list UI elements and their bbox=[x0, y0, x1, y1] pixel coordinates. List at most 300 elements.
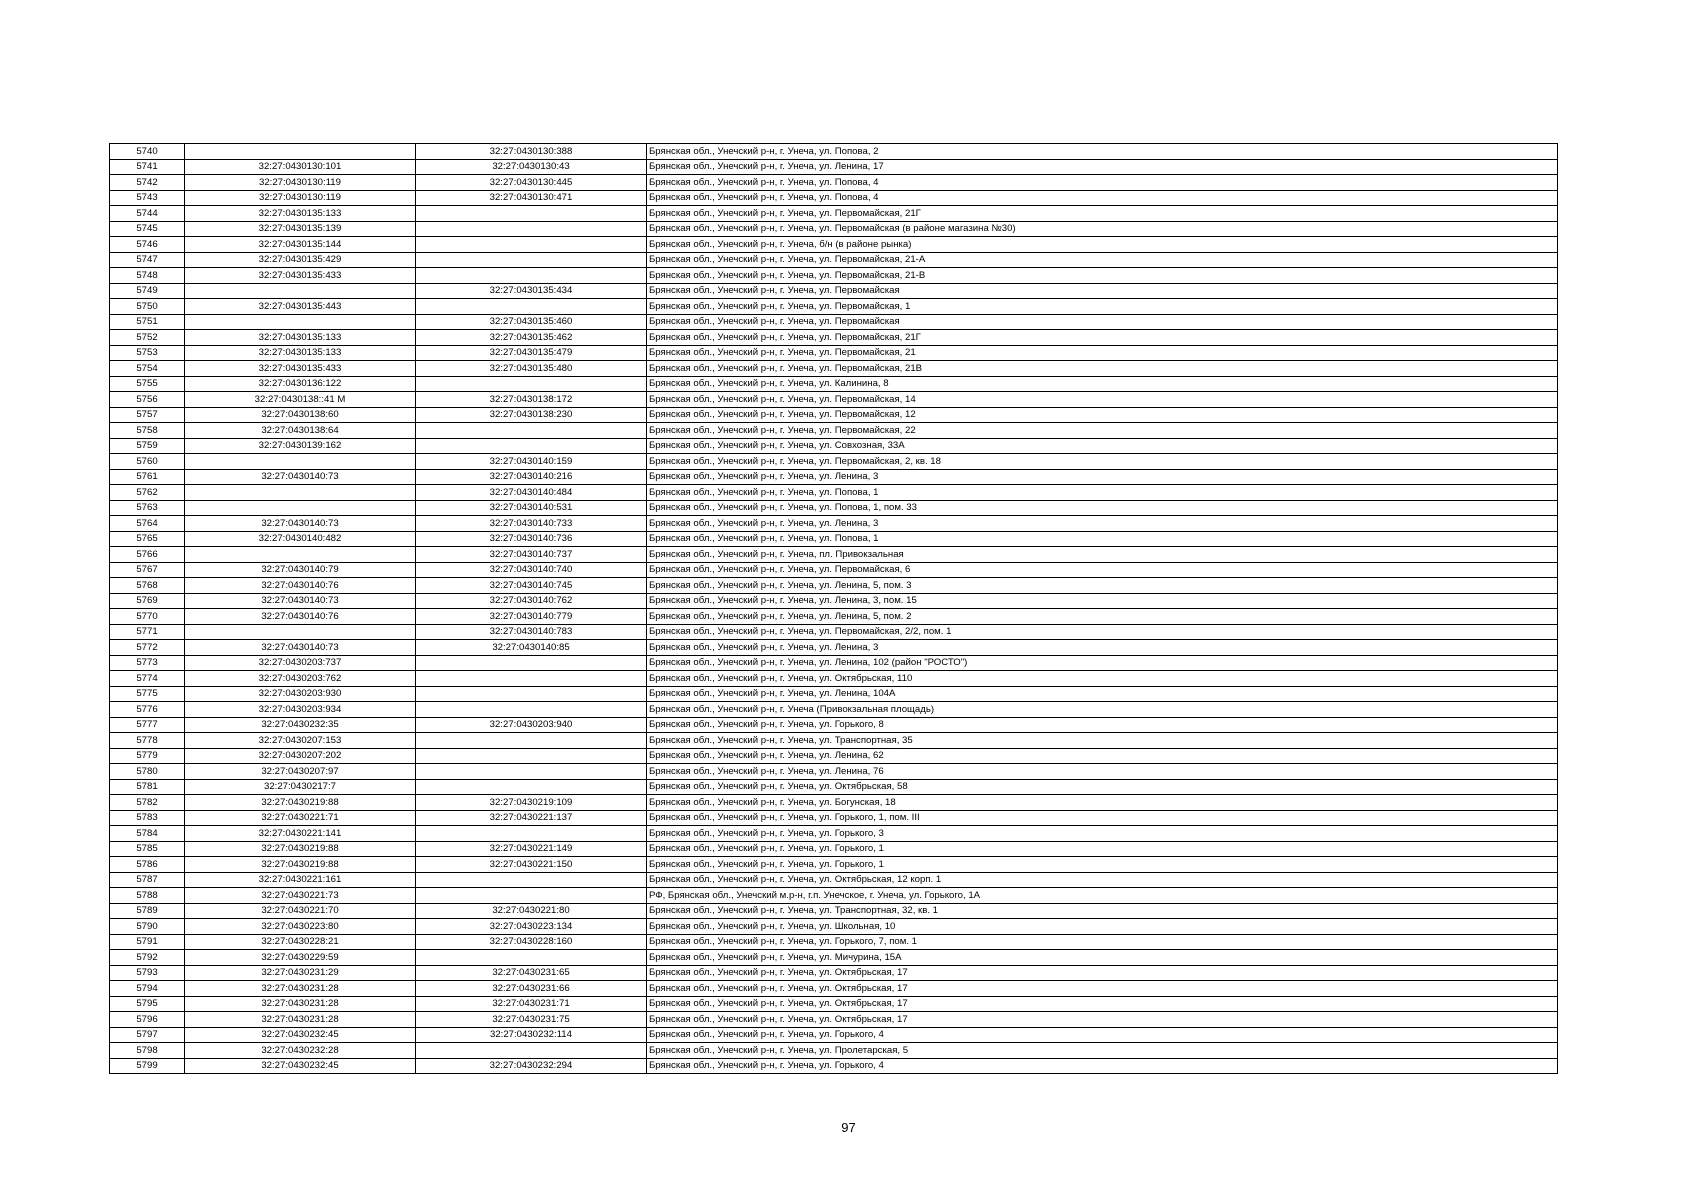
table-row bbox=[110, 469, 1558, 485]
address-cell: Брянская обл., Унечский р-н, г. Унеча, ул. Ленина, 3 bbox=[647, 516, 1558, 532]
row-number-cell: 5745 bbox=[110, 221, 185, 237]
row-number-cell: 5764 bbox=[110, 516, 185, 532]
row-number-cell: 5757 bbox=[110, 407, 185, 423]
address-cell: Брянская обл., Унечский р-н, г. Унеча, ул. Первомайская bbox=[647, 314, 1558, 330]
address-cell: Брянская обл., Унечский р-н, г. Унеча, ул. Октябрьская, 110 bbox=[647, 671, 1558, 687]
table-row bbox=[110, 996, 1558, 1012]
address-cell: Брянская обл., Унечский р-н, г. Унеча, ул. Первомайская bbox=[647, 283, 1558, 299]
cadastral-number-cell: 32:27:0430130:101 bbox=[185, 159, 416, 175]
object-cadastral-number-cell: 32:27:0430140:159 bbox=[416, 454, 647, 470]
row-number-cell: 5778 bbox=[110, 733, 185, 749]
object-cadastral-number-cell: 32:27:0430138:172 bbox=[416, 392, 647, 408]
object-cadastral-number-cell: 32:27:0430140:762 bbox=[416, 593, 647, 609]
cadastral-number-cell: 32:27:0430138:60 bbox=[185, 407, 416, 423]
address-cell: Брянская обл., Унечский р-н, г. Унеча, ул. Первомайская, 21 bbox=[647, 345, 1558, 361]
cadastral-number-cell: 32:27:0430221:141 bbox=[185, 826, 416, 842]
cadastral-number-cell: 32:27:0430135:139 bbox=[185, 221, 416, 237]
table-row bbox=[110, 252, 1558, 268]
cadastral-number-cell: 32:27:0430231:28 bbox=[185, 1012, 416, 1028]
address-cell: Брянская обл., Унечский р-н, г. Унеча, ул. Совхозная, 33А bbox=[647, 438, 1558, 454]
cadastral-number-cell: 32:27:0430138::41 М bbox=[185, 392, 416, 408]
address-cell: Брянская обл., Унечский р-н, г. Унеча, ул. Первомайская, 21В bbox=[647, 361, 1558, 377]
object-cadastral-number-cell: 32:27:0430135:462 bbox=[416, 330, 647, 346]
row-number-cell: 5788 bbox=[110, 888, 185, 904]
table-row bbox=[110, 531, 1558, 547]
address-cell: Брянская обл., Унечский р-н, г. Унеча, ул. Ленина, 104А bbox=[647, 686, 1558, 702]
address-cell: Брянская обл., Унечский р-н, г. Унеча, ул. Ленина, 3 bbox=[647, 469, 1558, 485]
address-cell: Брянская обл., Унечский р-н, г. Унеча, ул. Ленина, 17 bbox=[647, 159, 1558, 175]
row-number-cell: 5742 bbox=[110, 175, 185, 191]
row-number-cell: 5789 bbox=[110, 903, 185, 919]
address-cell: Брянская обл., Унечский р-н, г. Унеча, ул. Октябрьская, 17 bbox=[647, 996, 1558, 1012]
object-cadastral-number-cell bbox=[416, 702, 647, 718]
address-cell: Брянская обл., Унечский р-н, г. Унеча, пл. Привокзальная bbox=[647, 547, 1558, 563]
row-number-cell: 5790 bbox=[110, 919, 185, 935]
object-cadastral-number-cell: 32:27:0430232:114 bbox=[416, 1027, 647, 1043]
table-row bbox=[110, 795, 1558, 811]
table-row bbox=[110, 717, 1558, 733]
table-row bbox=[110, 779, 1558, 795]
object-cadastral-number-cell bbox=[416, 779, 647, 795]
address-cell: Брянская обл., Унечский р-н, г. Унеча, ул. Ленина, 5, пом. 2 bbox=[647, 609, 1558, 625]
address-cell: Брянская обл., Унечский р-н, г. Унеча, ул. Первомайская, 2, кв. 18 bbox=[647, 454, 1558, 470]
cadastral-number-cell bbox=[185, 485, 416, 501]
cadastral-number-cell: 32:27:0430136:122 bbox=[185, 376, 416, 392]
row-number-cell: 5771 bbox=[110, 624, 185, 640]
cadastral-number-cell: 32:27:0430221:70 bbox=[185, 903, 416, 919]
object-cadastral-number-cell: 32:27:0430140:737 bbox=[416, 547, 647, 563]
address-cell: Брянская обл., Унечский р-н, г. Унеча, ул. Ленина, 62 bbox=[647, 748, 1558, 764]
row-number-cell: 5746 bbox=[110, 237, 185, 253]
table-row bbox=[110, 919, 1558, 935]
table-row bbox=[110, 1012, 1558, 1028]
object-cadastral-number-cell: 32:27:0430138:230 bbox=[416, 407, 647, 423]
table-row bbox=[110, 950, 1558, 966]
cadastral-number-cell: 32:27:0430130:119 bbox=[185, 175, 416, 191]
table-row bbox=[110, 748, 1558, 764]
object-cadastral-number-cell: 32:27:0430140:85 bbox=[416, 640, 647, 656]
row-number-cell: 5784 bbox=[110, 826, 185, 842]
row-number-cell: 5799 bbox=[110, 1058, 185, 1074]
address-cell: Брянская обл., Унечский р-н, г. Унеча, ул. Первомайская, 21-А bbox=[647, 252, 1558, 268]
cadastral-number-cell: 32:27:0430203:930 bbox=[185, 686, 416, 702]
table-row bbox=[110, 345, 1558, 361]
object-cadastral-number-cell: 32:27:0430231:75 bbox=[416, 1012, 647, 1028]
table-row bbox=[110, 640, 1558, 656]
row-number-cell: 5768 bbox=[110, 578, 185, 594]
cadastral-number-cell: 32:27:0430231:28 bbox=[185, 996, 416, 1012]
cadastral-number-cell: 32:27:0430207:153 bbox=[185, 733, 416, 749]
object-cadastral-number-cell bbox=[416, 438, 647, 454]
row-number-cell: 5743 bbox=[110, 190, 185, 206]
table-row bbox=[110, 175, 1558, 191]
cadastral-number-cell: 32:27:0430203:762 bbox=[185, 671, 416, 687]
object-cadastral-number-cell: 32:27:0430135:434 bbox=[416, 283, 647, 299]
table-row bbox=[110, 268, 1558, 284]
cadastral-number-cell: 32:27:0430135:429 bbox=[185, 252, 416, 268]
cadastral-number-cell: 32:27:0430140:73 bbox=[185, 469, 416, 485]
table-row bbox=[110, 655, 1558, 671]
cadastral-number-cell: 32:27:0430217:7 bbox=[185, 779, 416, 795]
table-row bbox=[110, 237, 1558, 253]
object-cadastral-number-cell bbox=[416, 268, 647, 284]
row-number-cell: 5776 bbox=[110, 702, 185, 718]
row-number-cell: 5759 bbox=[110, 438, 185, 454]
address-cell: Брянская обл., Унечский р-н, г. Унеча, ул. Богунская, 18 bbox=[647, 795, 1558, 811]
cadastral-number-cell: 32:27:0430228:21 bbox=[185, 934, 416, 950]
cadastral-number-cell: 32:27:0430130:119 bbox=[185, 190, 416, 206]
address-cell: Брянская обл., Унечский р-н, г. Унеча, б/н (в районе рынка) bbox=[647, 237, 1558, 253]
row-number-cell: 5792 bbox=[110, 950, 185, 966]
object-cadastral-number-cell: 32:27:0430140:736 bbox=[416, 531, 647, 547]
address-cell: Брянская обл., Унечский р-н, г. Унеча, ул. Первомайская (в районе магазина №30) bbox=[647, 221, 1558, 237]
object-cadastral-number-cell: 32:27:0430221:149 bbox=[416, 841, 647, 857]
row-number-cell: 5750 bbox=[110, 299, 185, 315]
object-cadastral-number-cell bbox=[416, 206, 647, 222]
row-number-cell: 5796 bbox=[110, 1012, 185, 1028]
cadastral-number-cell: 32:27:0430140:73 bbox=[185, 593, 416, 609]
table-row bbox=[110, 376, 1558, 392]
object-cadastral-number-cell bbox=[416, 950, 647, 966]
registry-table-body bbox=[110, 144, 1558, 1074]
row-number-cell: 5795 bbox=[110, 996, 185, 1012]
row-number-cell: 5785 bbox=[110, 841, 185, 857]
object-cadastral-number-cell: 32:27:0430223:134 bbox=[416, 919, 647, 935]
row-number-cell: 5766 bbox=[110, 547, 185, 563]
address-cell: Брянская обл., Унечский р-н, г. Унеча, ул. Горького, 8 bbox=[647, 717, 1558, 733]
row-number-cell: 5767 bbox=[110, 562, 185, 578]
object-cadastral-number-cell: 32:27:0430130:445 bbox=[416, 175, 647, 191]
table-row bbox=[110, 361, 1558, 377]
cadastral-number-cell: 32:27:0430221:73 bbox=[185, 888, 416, 904]
row-number-cell: 5752 bbox=[110, 330, 185, 346]
object-cadastral-number-cell bbox=[416, 686, 647, 702]
table-row bbox=[110, 578, 1558, 594]
address-cell: Брянская обл., Унечский р-н, г. Унеча, ул. Попова, 1 bbox=[647, 485, 1558, 501]
table-row bbox=[110, 516, 1558, 532]
object-cadastral-number-cell bbox=[416, 764, 647, 780]
object-cadastral-number-cell bbox=[416, 655, 647, 671]
cadastral-number-cell: 32:27:0430140:76 bbox=[185, 578, 416, 594]
address-cell: Брянская обл., Унечский р-н, г. Унеча, ул. Попова, 1 bbox=[647, 531, 1558, 547]
table-row bbox=[110, 423, 1558, 439]
table-row bbox=[110, 671, 1558, 687]
row-number-cell: 5782 bbox=[110, 795, 185, 811]
row-number-cell: 5787 bbox=[110, 872, 185, 888]
cadastral-number-cell: 32:27:0430221:161 bbox=[185, 872, 416, 888]
row-number-cell: 5765 bbox=[110, 531, 185, 547]
row-number-cell: 5783 bbox=[110, 810, 185, 826]
object-cadastral-number-cell: 32:27:0430140:531 bbox=[416, 500, 647, 516]
object-cadastral-number-cell bbox=[416, 376, 647, 392]
address-cell: Брянская обл., Унечский р-н, г. Унеча, ул. Первомайская, 21-В bbox=[647, 268, 1558, 284]
table-row bbox=[110, 764, 1558, 780]
address-cell: Брянская обл., Унечский р-н, г. Унеча, ул. Попова, 1, пом. 33 bbox=[647, 500, 1558, 516]
cadastral-number-cell: 32:27:0430135:133 bbox=[185, 330, 416, 346]
table-row bbox=[110, 485, 1558, 501]
object-cadastral-number-cell: 32:27:0430135:479 bbox=[416, 345, 647, 361]
page-number: 97 bbox=[841, 1120, 856, 1135]
object-cadastral-number-cell bbox=[416, 237, 647, 253]
row-number-cell: 5751 bbox=[110, 314, 185, 330]
row-number-cell: 5741 bbox=[110, 159, 185, 175]
cadastral-number-cell: 32:27:0430207:97 bbox=[185, 764, 416, 780]
cadastral-number-cell: 32:27:0430219:88 bbox=[185, 795, 416, 811]
cadastral-number-cell: 32:27:0430138:64 bbox=[185, 423, 416, 439]
cadastral-number-cell: 32:27:0430140:73 bbox=[185, 516, 416, 532]
table-row bbox=[110, 562, 1558, 578]
address-cell: Брянская обл., Унечский р-н, г. Унеча, ул. Октябрьская, 58 bbox=[647, 779, 1558, 795]
table-row bbox=[110, 1058, 1558, 1074]
cadastral-number-cell bbox=[185, 500, 416, 516]
object-cadastral-number-cell: 32:27:0430231:66 bbox=[416, 981, 647, 997]
table-row bbox=[110, 934, 1558, 950]
address-cell: Брянская обл., Унечский р-н, г. Унеча, ул. Горького, 1, пом. III bbox=[647, 810, 1558, 826]
object-cadastral-number-cell bbox=[416, 826, 647, 842]
cadastral-number-cell: 32:27:0430232:45 bbox=[185, 1027, 416, 1043]
object-cadastral-number-cell: 32:27:0430221:137 bbox=[416, 810, 647, 826]
cadastral-number-cell: 32:27:0430140:79 bbox=[185, 562, 416, 578]
row-number-cell: 5758 bbox=[110, 423, 185, 439]
address-cell: Брянская обл., Унечский р-н, г. Унеча, ул. Октябрьская, 17 bbox=[647, 965, 1558, 981]
row-number-cell: 5753 bbox=[110, 345, 185, 361]
table-row bbox=[110, 624, 1558, 640]
address-cell: Брянская обл., Унечский р-н, г. Унеча, ул. Первомайская, 6 bbox=[647, 562, 1558, 578]
row-number-cell: 5769 bbox=[110, 593, 185, 609]
object-cadastral-number-cell: 32:27:0430130:471 bbox=[416, 190, 647, 206]
address-cell: Брянская обл., Унечский р-н, г. Унеча, ул. Ленина, 5, пом. 3 bbox=[647, 578, 1558, 594]
row-number-cell: 5772 bbox=[110, 640, 185, 656]
address-cell: Брянская обл., Унечский р-н, г. Унеча, ул. Попова, 4 bbox=[647, 175, 1558, 191]
cadastral-number-cell: 32:27:0430139:162 bbox=[185, 438, 416, 454]
address-cell: Брянская обл., Унечский р-н, г. Унеча, ул. Попова, 2 bbox=[647, 144, 1558, 160]
row-number-cell: 5774 bbox=[110, 671, 185, 687]
object-cadastral-number-cell bbox=[416, 733, 647, 749]
address-cell: Брянская обл., Унечский р-н, г. Унеча, ул. Горького, 4 bbox=[647, 1027, 1558, 1043]
table-row bbox=[110, 903, 1558, 919]
cadastral-number-cell: 32:27:0430140:73 bbox=[185, 640, 416, 656]
cadastral-number-cell: 32:27:0430140:76 bbox=[185, 609, 416, 625]
address-cell: Брянская обл., Унечский р-н, г. Унеча, ул. Первомайская, 12 bbox=[647, 407, 1558, 423]
address-cell: Брянская обл., Унечский р-н, г. Унеча, ул. Попова, 4 bbox=[647, 190, 1558, 206]
row-number-cell: 5748 bbox=[110, 268, 185, 284]
object-cadastral-number-cell: 32:27:0430203:940 bbox=[416, 717, 647, 733]
table-row bbox=[110, 1043, 1558, 1059]
object-cadastral-number-cell: 32:27:0430140:783 bbox=[416, 624, 647, 640]
table-row bbox=[110, 1027, 1558, 1043]
cadastral-number-cell: 32:27:0430135:443 bbox=[185, 299, 416, 315]
row-number-cell: 5761 bbox=[110, 469, 185, 485]
object-cadastral-number-cell bbox=[416, 1043, 647, 1059]
row-number-cell: 5763 bbox=[110, 500, 185, 516]
address-cell: Брянская обл., Унечский р-н, г. Унеча, ул. Октябрьская, 17 bbox=[647, 981, 1558, 997]
cadastral-number-cell bbox=[185, 283, 416, 299]
table-row bbox=[110, 438, 1558, 454]
object-cadastral-number-cell: 32:27:0430140:745 bbox=[416, 578, 647, 594]
table-row bbox=[110, 159, 1558, 175]
object-cadastral-number-cell bbox=[416, 671, 647, 687]
cadastral-number-cell: 32:27:0430221:71 bbox=[185, 810, 416, 826]
table-row bbox=[110, 221, 1558, 237]
table-row bbox=[110, 500, 1558, 516]
table-row bbox=[110, 283, 1558, 299]
table-row bbox=[110, 872, 1558, 888]
address-cell: Брянская обл., Унечский р-н, г. Унеча, ул. Первомайская, 22 bbox=[647, 423, 1558, 439]
row-number-cell: 5791 bbox=[110, 934, 185, 950]
address-cell: Брянская обл., Унечский р-н, г. Унеча, ул. Ленина, 102 (район "РОСТО") bbox=[647, 655, 1558, 671]
table-row bbox=[110, 206, 1558, 222]
row-number-cell: 5786 bbox=[110, 857, 185, 873]
table-row bbox=[110, 841, 1558, 857]
address-cell: Брянская обл., Унечский р-н, г. Унеча, ул. Транспортная, 35 bbox=[647, 733, 1558, 749]
row-number-cell: 5797 bbox=[110, 1027, 185, 1043]
cadastral-number-cell: 32:27:0430203:934 bbox=[185, 702, 416, 718]
row-number-cell: 5780 bbox=[110, 764, 185, 780]
object-cadastral-number-cell bbox=[416, 252, 647, 268]
cadastral-number-cell: 32:27:0430135:144 bbox=[185, 237, 416, 253]
table-row bbox=[110, 190, 1558, 206]
table-row bbox=[110, 981, 1558, 997]
cadastral-number-cell: 32:27:0430140:482 bbox=[185, 531, 416, 547]
cadastral-number-cell: 32:27:0430232:28 bbox=[185, 1043, 416, 1059]
row-number-cell: 5762 bbox=[110, 485, 185, 501]
object-cadastral-number-cell: 32:27:0430231:71 bbox=[416, 996, 647, 1012]
address-cell: Брянская обл., Унечский р-н, г. Унеча, ул. Октябрьская, 12 корп. 1 bbox=[647, 872, 1558, 888]
object-cadastral-number-cell: 32:27:0430130:388 bbox=[416, 144, 647, 160]
object-cadastral-number-cell: 32:27:0430140:733 bbox=[416, 516, 647, 532]
row-number-cell: 5744 bbox=[110, 206, 185, 222]
object-cadastral-number-cell: 32:27:0430228:160 bbox=[416, 934, 647, 950]
address-cell: Брянская обл., Унечский р-н, г. Унеча, ул. Горького, 7, пом. 1 bbox=[647, 934, 1558, 950]
object-cadastral-number-cell: 32:27:0430135:460 bbox=[416, 314, 647, 330]
cadastral-number-cell: 32:27:0430207:202 bbox=[185, 748, 416, 764]
object-cadastral-number-cell bbox=[416, 748, 647, 764]
cadastral-number-cell: 32:27:0430223:80 bbox=[185, 919, 416, 935]
row-number-cell: 5770 bbox=[110, 609, 185, 625]
table-row bbox=[110, 392, 1558, 408]
address-cell: РФ, Брянская обл., Унечский м.р-н, г.п. Унечское, г. Унеча, ул. Горького, 1А bbox=[647, 888, 1558, 904]
row-number-cell: 5755 bbox=[110, 376, 185, 392]
address-cell: Брянская обл., Унечский р-н, г. Унеча, ул. Мичурина, 15А bbox=[647, 950, 1558, 966]
object-cadastral-number-cell: 32:27:0430219:109 bbox=[416, 795, 647, 811]
table-row bbox=[110, 593, 1558, 609]
cadastral-number-cell: 32:27:0430219:88 bbox=[185, 857, 416, 873]
address-cell: Брянская обл., Унечский р-н, г. Унеча, ул. Горького, 1 bbox=[647, 857, 1558, 873]
object-cadastral-number-cell: 32:27:0430130:43 bbox=[416, 159, 647, 175]
cadastral-number-cell: 32:27:0430219:88 bbox=[185, 841, 416, 857]
row-number-cell: 5760 bbox=[110, 454, 185, 470]
cadastral-number-cell: 32:27:0430135:433 bbox=[185, 361, 416, 377]
address-cell: Брянская обл., Унечский р-н, г. Унеча, ул. Транспортная, 32, кв. 1 bbox=[647, 903, 1558, 919]
row-number-cell: 5740 bbox=[110, 144, 185, 160]
row-number-cell: 5798 bbox=[110, 1043, 185, 1059]
table-row bbox=[110, 857, 1558, 873]
table-row bbox=[110, 144, 1558, 160]
row-number-cell: 5777 bbox=[110, 717, 185, 733]
row-number-cell: 5773 bbox=[110, 655, 185, 671]
table-row bbox=[110, 609, 1558, 625]
row-number-cell: 5794 bbox=[110, 981, 185, 997]
address-cell: Брянская обл., Унечский р-н, г. Унеча, ул. Школьная, 10 bbox=[647, 919, 1558, 935]
row-number-cell: 5781 bbox=[110, 779, 185, 795]
object-cadastral-number-cell bbox=[416, 299, 647, 315]
cadastral-number-cell: 32:27:0430135:133 bbox=[185, 345, 416, 361]
address-cell: Брянская обл., Унечский р-н, г. Унеча, ул. Горького, 4 bbox=[647, 1058, 1558, 1074]
table-row bbox=[110, 454, 1558, 470]
address-cell: Брянская обл., Унечский р-н, г. Унеча, ул. Ленина, 76 bbox=[647, 764, 1558, 780]
registry-table bbox=[109, 143, 1558, 1074]
object-cadastral-number-cell: 32:27:0430221:150 bbox=[416, 857, 647, 873]
object-cadastral-number-cell bbox=[416, 423, 647, 439]
table-row bbox=[110, 686, 1558, 702]
address-cell: Брянская обл., Унечский р-н, г. Унеча, ул. Горького, 1 bbox=[647, 841, 1558, 857]
address-cell: Брянская обл., Унечский р-н, г. Унеча (Привокзальная площадь) bbox=[647, 702, 1558, 718]
table-row bbox=[110, 702, 1558, 718]
cadastral-number-cell: 32:27:0430232:35 bbox=[185, 717, 416, 733]
cadastral-number-cell: 32:27:0430135:133 bbox=[185, 206, 416, 222]
table-row bbox=[110, 330, 1558, 346]
object-cadastral-number-cell: 32:27:0430135:480 bbox=[416, 361, 647, 377]
address-cell: Брянская обл., Унечский р-н, г. Унеча, ул. Октябрьская, 17 bbox=[647, 1012, 1558, 1028]
table-row bbox=[110, 733, 1558, 749]
cadastral-number-cell: 32:27:0430232:45 bbox=[185, 1058, 416, 1074]
table-row bbox=[110, 965, 1558, 981]
table-row bbox=[110, 547, 1558, 563]
cadastral-number-cell bbox=[185, 454, 416, 470]
object-cadastral-number-cell: 32:27:0430140:216 bbox=[416, 469, 647, 485]
object-cadastral-number-cell: 32:27:0430221:80 bbox=[416, 903, 647, 919]
table-row bbox=[110, 407, 1558, 423]
address-cell: Брянская обл., Унечский р-н, г. Унеча, ул. Первомайская, 1 bbox=[647, 299, 1558, 315]
cadastral-number-cell: 32:27:0430135:433 bbox=[185, 268, 416, 284]
row-number-cell: 5749 bbox=[110, 283, 185, 299]
row-number-cell: 5754 bbox=[110, 361, 185, 377]
row-number-cell: 5779 bbox=[110, 748, 185, 764]
address-cell: Брянская обл., Унечский р-н, г. Унеча, ул. Горького, 3 bbox=[647, 826, 1558, 842]
table-row bbox=[110, 810, 1558, 826]
row-number-cell: 5747 bbox=[110, 252, 185, 268]
table-row bbox=[110, 826, 1558, 842]
address-cell: Брянская обл., Унечский р-н, г. Унеча, ул. Ленина, 3 bbox=[647, 640, 1558, 656]
cadastral-number-cell bbox=[185, 547, 416, 563]
object-cadastral-number-cell bbox=[416, 888, 647, 904]
cadastral-number-cell: 32:27:0430231:29 bbox=[185, 965, 416, 981]
cadastral-number-cell: 32:27:0430231:28 bbox=[185, 981, 416, 997]
table-row bbox=[110, 299, 1558, 315]
row-number-cell: 5775 bbox=[110, 686, 185, 702]
table-row bbox=[110, 888, 1558, 904]
address-cell: Брянская обл., Унечский р-н, г. Унеча, ул. Ленина, 3, пом. 15 bbox=[647, 593, 1558, 609]
address-cell: Брянская обл., Унечский р-н, г. Унеча, ул. Первомайская, 21Г bbox=[647, 206, 1558, 222]
row-number-cell: 5793 bbox=[110, 965, 185, 981]
address-cell: Брянская обл., Унечский р-н, г. Унеча, ул. Первомайская, 14 bbox=[647, 392, 1558, 408]
object-cadastral-number-cell: 32:27:0430232:294 bbox=[416, 1058, 647, 1074]
table-row bbox=[110, 314, 1558, 330]
row-number-cell: 5756 bbox=[110, 392, 185, 408]
object-cadastral-number-cell: 32:27:0430140:779 bbox=[416, 609, 647, 625]
object-cadastral-number-cell: 32:27:0430231:65 bbox=[416, 965, 647, 981]
cadastral-number-cell: 32:27:0430229:59 bbox=[185, 950, 416, 966]
object-cadastral-number-cell: 32:27:0430140:484 bbox=[416, 485, 647, 501]
cadastral-number-cell bbox=[185, 624, 416, 640]
address-cell: Брянская обл., Унечский р-н, г. Унеча, ул. Первомайская, 21Г bbox=[647, 330, 1558, 346]
address-cell: Брянская обл., Унечский р-н, г. Унеча, ул. Пролетарская, 5 bbox=[647, 1043, 1558, 1059]
cadastral-number-cell: 32:27:0430203:737 bbox=[185, 655, 416, 671]
cadastral-number-cell bbox=[185, 144, 416, 160]
object-cadastral-number-cell bbox=[416, 872, 647, 888]
object-cadastral-number-cell: 32:27:0430140:740 bbox=[416, 562, 647, 578]
address-cell: Брянская обл., Унечский р-н, г. Унеча, ул. Калинина, 8 bbox=[647, 376, 1558, 392]
